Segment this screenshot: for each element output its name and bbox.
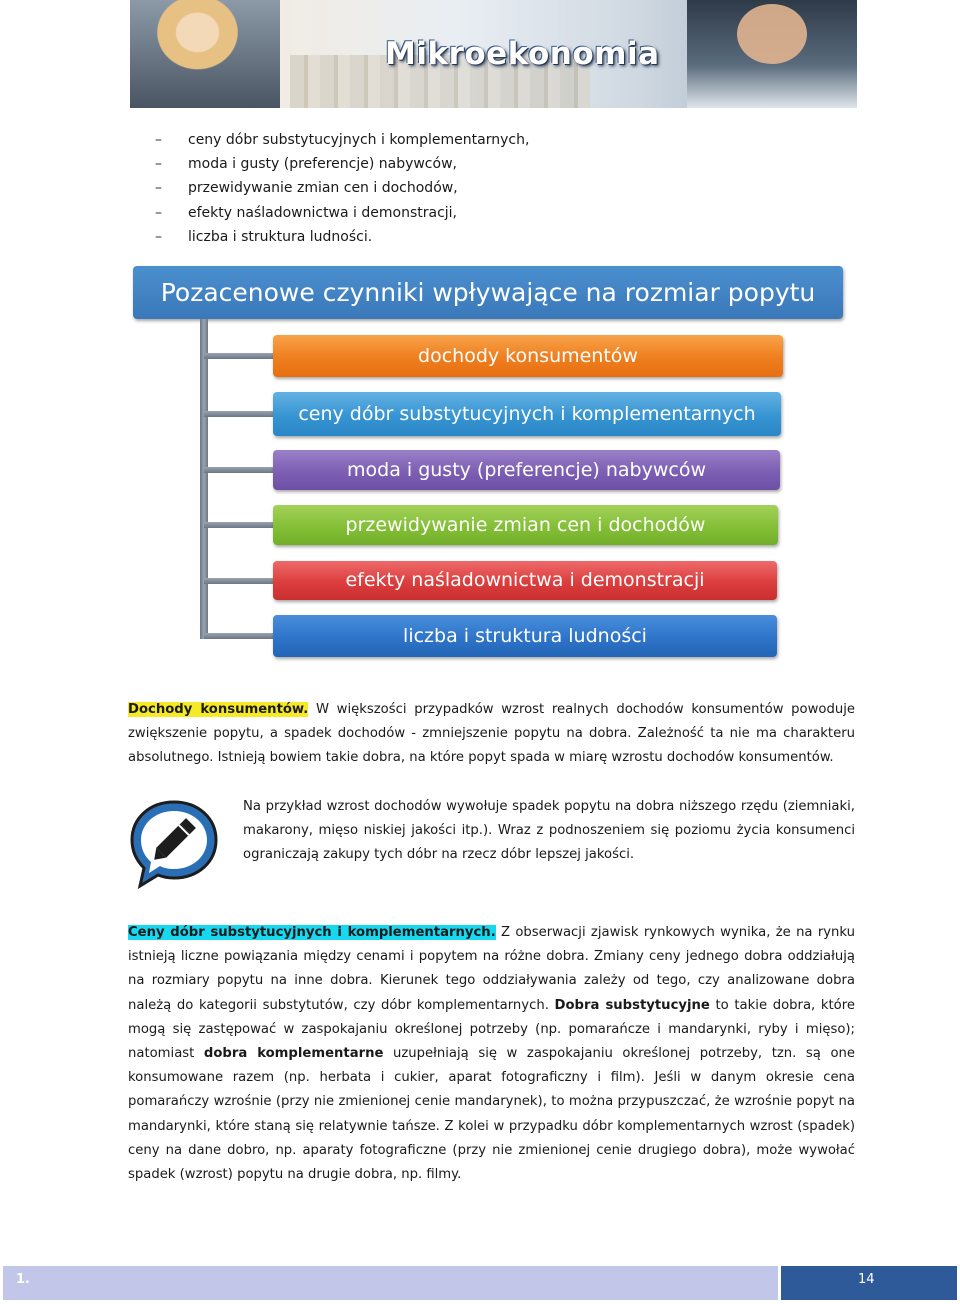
substitutes-bold-b: dobra komplementarne <box>203 1046 384 1062</box>
banner-photo-woman <box>130 0 280 108</box>
factors-bullet-list <box>155 128 529 249</box>
diagram-box-fashion-tastes: moda i gusty (preferencje) nabywców <box>273 450 780 490</box>
list-item: – moda i gusty (preferencje) nabywców, <box>155 152 529 176</box>
substitutes-bold-a: Dobra substytucyjne <box>554 997 710 1013</box>
substitutes-paragraph <box>128 921 855 1187</box>
diagram-box-expectations: przewidywanie zmian cen i dochodów <box>273 505 778 545</box>
list-item: – liczba i struktura ludności. <box>155 225 529 249</box>
diagram-box-income: dochody konsumentów <box>273 335 783 377</box>
diagram-title: Pozacenowe czynniki wpływające na rozmiar popytu <box>133 266 843 319</box>
footer-chapter-number: 1. <box>16 1272 30 1287</box>
income-paragraph <box>128 698 855 771</box>
footer-page-number: 14 <box>858 1272 875 1287</box>
diagram-connector-branch <box>204 353 273 359</box>
diagram-box-substitute-prices: ceny dóbr substytucyjnych i komplementarnych <box>273 392 781 436</box>
substitutes-heading: Ceny dóbr substytucyjnych i komplementarnych. <box>128 925 496 940</box>
header-banner <box>130 0 857 108</box>
income-text: W większości przypadków wzrost realnych dochodów konsumentów powoduje zwiększenie popytu, a spadek dochodów - zmniejszenie popytu na dobra. Zależność ta nie ma charakteru absolutnego. Istnieją bowiem takie dobra, na które popyt spada w miarę wzrostu dochodów konsumentów. <box>128 702 855 766</box>
list-item: – efekty naśladownictwa i demonstracji, <box>155 201 529 225</box>
diagram-box-imitation-effects: efekty naśladownictwa i demonstracji <box>273 561 777 600</box>
diagram-connector-branch <box>204 522 273 528</box>
diagram-box-population: liczba i struktura ludności <box>273 615 777 657</box>
diagram-connector-branch <box>204 411 273 417</box>
note-text: Na przykład wzrost dochodów wywołuje spadek popytu na dobra niższego rzędu (ziemniaki, makarony, mięso niskiej jakości itp.). Wraz z podnoszeniem się poziomu życia konsumenci ograniczają zakupy tych dóbr na rzecz dóbr lepszej jakości. <box>243 799 855 863</box>
pencil-note-icon <box>128 798 220 890</box>
banner-photo-man <box>687 0 857 108</box>
substitutes-text-a: Z obserwacji zjawisk rynkowych wynika, że na rynku istnieją liczne powiązania między cenami i popytem na różne dobra. Zmiany ceny jednego dobra oddziałują na rozmiary popytu na inne dobra. Kierunek tego oddziaływania zależy od tego, czy analizowane dobra należą do kategorii substytutów, czy dóbr komplementarnych. <box>128 925 855 1013</box>
substitutes-text-b: to takie dobra, które mogą się zastępować w zaspokajaniu określonej potrzeby (np. pomarańcze i mandarynki, ryby i mięso); natomiast <box>128 997 855 1062</box>
banner-logo-text: Mikroekonomia <box>385 36 660 72</box>
diagram-connector-branch <box>204 578 273 584</box>
income-heading: Dochody konsumentów. <box>128 702 309 717</box>
diagram-connector-branch <box>204 633 273 639</box>
list-item: – przewidywanie zmian cen i dochodów, <box>155 176 529 200</box>
diagram-connector-trunk <box>200 319 208 639</box>
footer-bar-left <box>3 1266 778 1300</box>
diagram-connector-branch <box>204 467 273 473</box>
list-item: – ceny dóbr substytucyjnych i komplementarnych, <box>155 128 529 152</box>
substitutes-text-c: uzupełniają się w zaspokajaniu określonej potrzeby, tzn. są one konsumowane razem (np. herbata i cukier, aparat fotograficzny i film). Jeśli w danym okresie cena pomarańczy wzrośnie (przy nie zmienionej cenie mandarynek), to można przypuszczać, że wzrośnie popyt na mandarynki, które staną się relatywnie tańsze. Z kolei w przypadku dóbr komplementarnych wzrost (spadek) ceny na dane dobro, np. aparaty fotograficzne (przy nie zmienionej cenie drugiego dobra), może wywołać spadek (wzrost) popytu na drugie dobra, np. filmy. <box>128 1046 855 1183</box>
